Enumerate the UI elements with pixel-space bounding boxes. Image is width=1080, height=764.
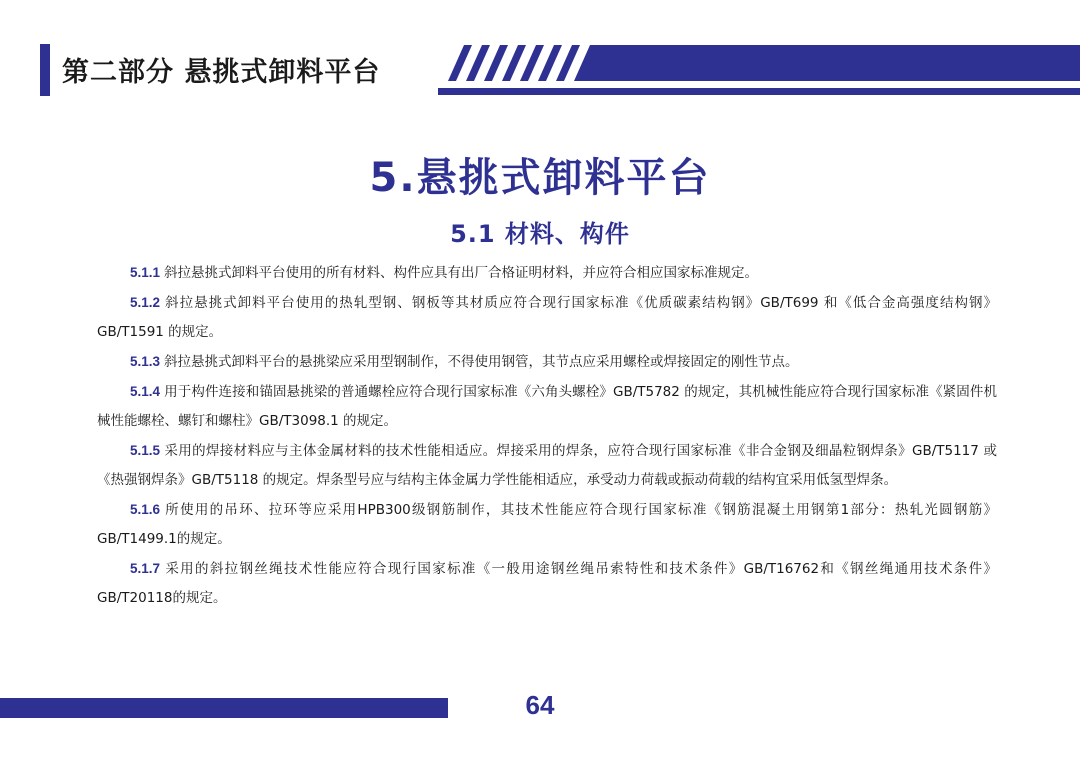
- header-stripe-decoration: [438, 45, 1080, 81]
- clause-paragraph: [97, 347, 997, 377]
- section-marker-bar: [40, 44, 50, 96]
- section-title: 第二部分 悬挑式卸料平台: [62, 57, 381, 88]
- clause-number: 5.1.4: [130, 384, 161, 399]
- clause-number: 5.1.3: [130, 354, 161, 369]
- page-number: 64: [525, 690, 555, 720]
- clause-text: 用于构件连接和锚固悬挑梁的普通螺栓应符合现行国家标准《六角头螺栓》GB/T5782 的规定，其机械性能应符合现行国家标准《紧固件机械性能螺栓、螺钉和螺柱》GB/T3098.1 的规定。: [97, 384, 997, 429]
- clause-text: 采用的焊接材料应与主体金属材料的技术性能相适应。焊接采用的焊条，应符合现行国家标准《非合金钢及细晶粒钢焊条》GB/T5117 或《热强钢焊条》GB/T5118 的规定。焊条型号应与结构主体金属力学性能相适应，承受动力荷载或振动荷载的结构宜采用低氢型焊条。: [97, 443, 997, 488]
- clause-paragraph: [97, 436, 997, 495]
- clause-text: 斜拉悬挑式卸料平台的悬挑梁应采用型钢制作，不得使用钢管，其节点应采用螺栓或焊接固定的刚性节点。: [164, 354, 799, 370]
- section-subtitle: 5.1 材料、构件: [450, 220, 630, 248]
- clause-text: 斜拉悬挑式卸料平台使用的热轧型钢、钢板等其材质应符合现行国家标准《优质碳素结构钢》GB/T699 和《低合金高强度结构钢》GB/T1591 的规定。: [97, 295, 997, 340]
- clause-paragraph: [97, 495, 997, 554]
- clause-paragraph: [97, 258, 997, 288]
- clause-number: 5.1.6: [130, 502, 161, 517]
- clause-number: 5.1.1: [130, 265, 161, 280]
- clause-paragraph: [97, 377, 997, 436]
- footer-bar: [0, 698, 448, 718]
- clause-paragraph: [97, 288, 997, 347]
- clause-number: 5.1.2: [130, 295, 161, 310]
- header-underline: [438, 88, 1080, 95]
- body-content: [97, 258, 997, 613]
- clause-paragraph: [97, 554, 997, 613]
- page-title: 5.悬挑式卸料平台: [369, 155, 711, 201]
- clause-number: 5.1.7: [130, 561, 161, 576]
- clause-number: 5.1.5: [130, 443, 161, 458]
- clause-text: 所使用的吊环、拉环等应采用HPB300级钢筋制作，其技术性能应符合现行国家标准《钢筋混凝土用钢第1部分：热轧光圆钢筋》GB/T1499.1的规定。: [97, 502, 997, 547]
- clause-text: 采用的斜拉钢丝绳技术性能应符合现行国家标准《一般用途钢丝绳吊索特性和技术条件》GB/T16762和《钢丝绳通用技术条件》GB/T20118的规定。: [97, 561, 997, 606]
- clause-text: 斜拉悬挑式卸料平台使用的所有材料、构件应具有出厂合格证明材料，并应符合相应国家标准规定。: [164, 265, 759, 281]
